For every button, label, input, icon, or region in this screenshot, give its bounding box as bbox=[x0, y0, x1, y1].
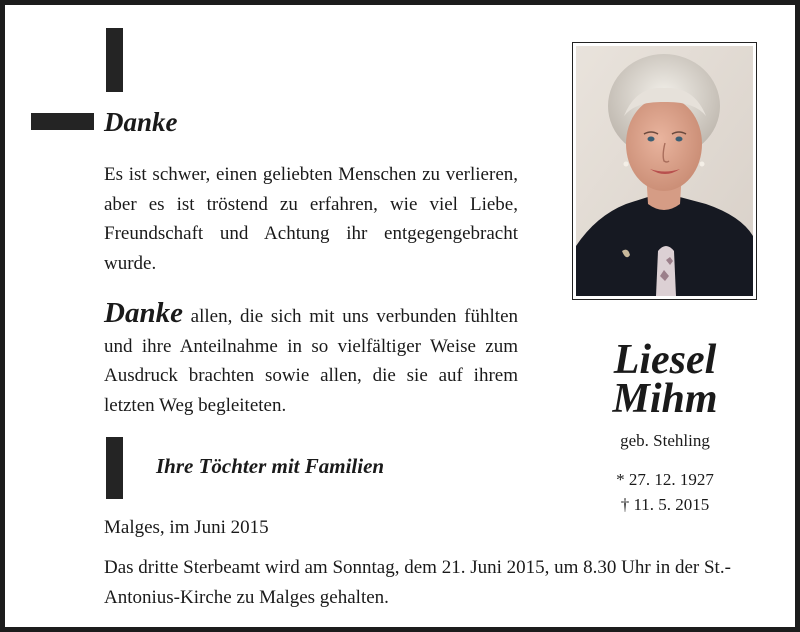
birth-name: geb. Stehling bbox=[620, 431, 710, 450]
service-announcement: Das dritte Sterbeamt wird am Sonntag, dem 21. Juni 2015, um 8.30 Uhr in der St.-Antonius-Kirche zu Malges gehalten. bbox=[104, 557, 731, 608]
place-date: Malges, im Juni 2015 bbox=[104, 517, 269, 538]
last-name: Mihm bbox=[612, 376, 718, 422]
birth-date: * 27. 12. 1927 bbox=[616, 470, 714, 489]
portrait-photo bbox=[572, 42, 757, 300]
gratitude-paragraph: Es ist schwer, einen geliebten Menschen zu verlieren, aber es ist tröstend zu erfahren, wie viel Liebe, Freundschaft und Achtung ihr entgegengebracht wurde. bbox=[104, 164, 518, 274]
cross-top-bar bbox=[106, 28, 123, 92]
thanks-text: allen, die sich mit uns verbunden fühlten und ihre Anteilnahme in so vielfältiger Weise zum Ausdruck brachten sowie allen, die sie auf ihrem letzten Weg begleiteten. bbox=[104, 306, 518, 416]
portrait-image bbox=[576, 46, 753, 296]
cross-horizontal-bar bbox=[31, 113, 94, 130]
thanks-paragraph bbox=[104, 297, 518, 420]
thanks-lead-word: Danke bbox=[104, 297, 183, 329]
heading-danke: Danke bbox=[104, 107, 178, 137]
signature: Ihre Töchter mit Familien bbox=[156, 454, 385, 478]
first-name: Liesel bbox=[613, 337, 717, 383]
death-date: † 11. 5. 2015 bbox=[620, 495, 710, 514]
cross-bottom-bar bbox=[106, 437, 123, 499]
